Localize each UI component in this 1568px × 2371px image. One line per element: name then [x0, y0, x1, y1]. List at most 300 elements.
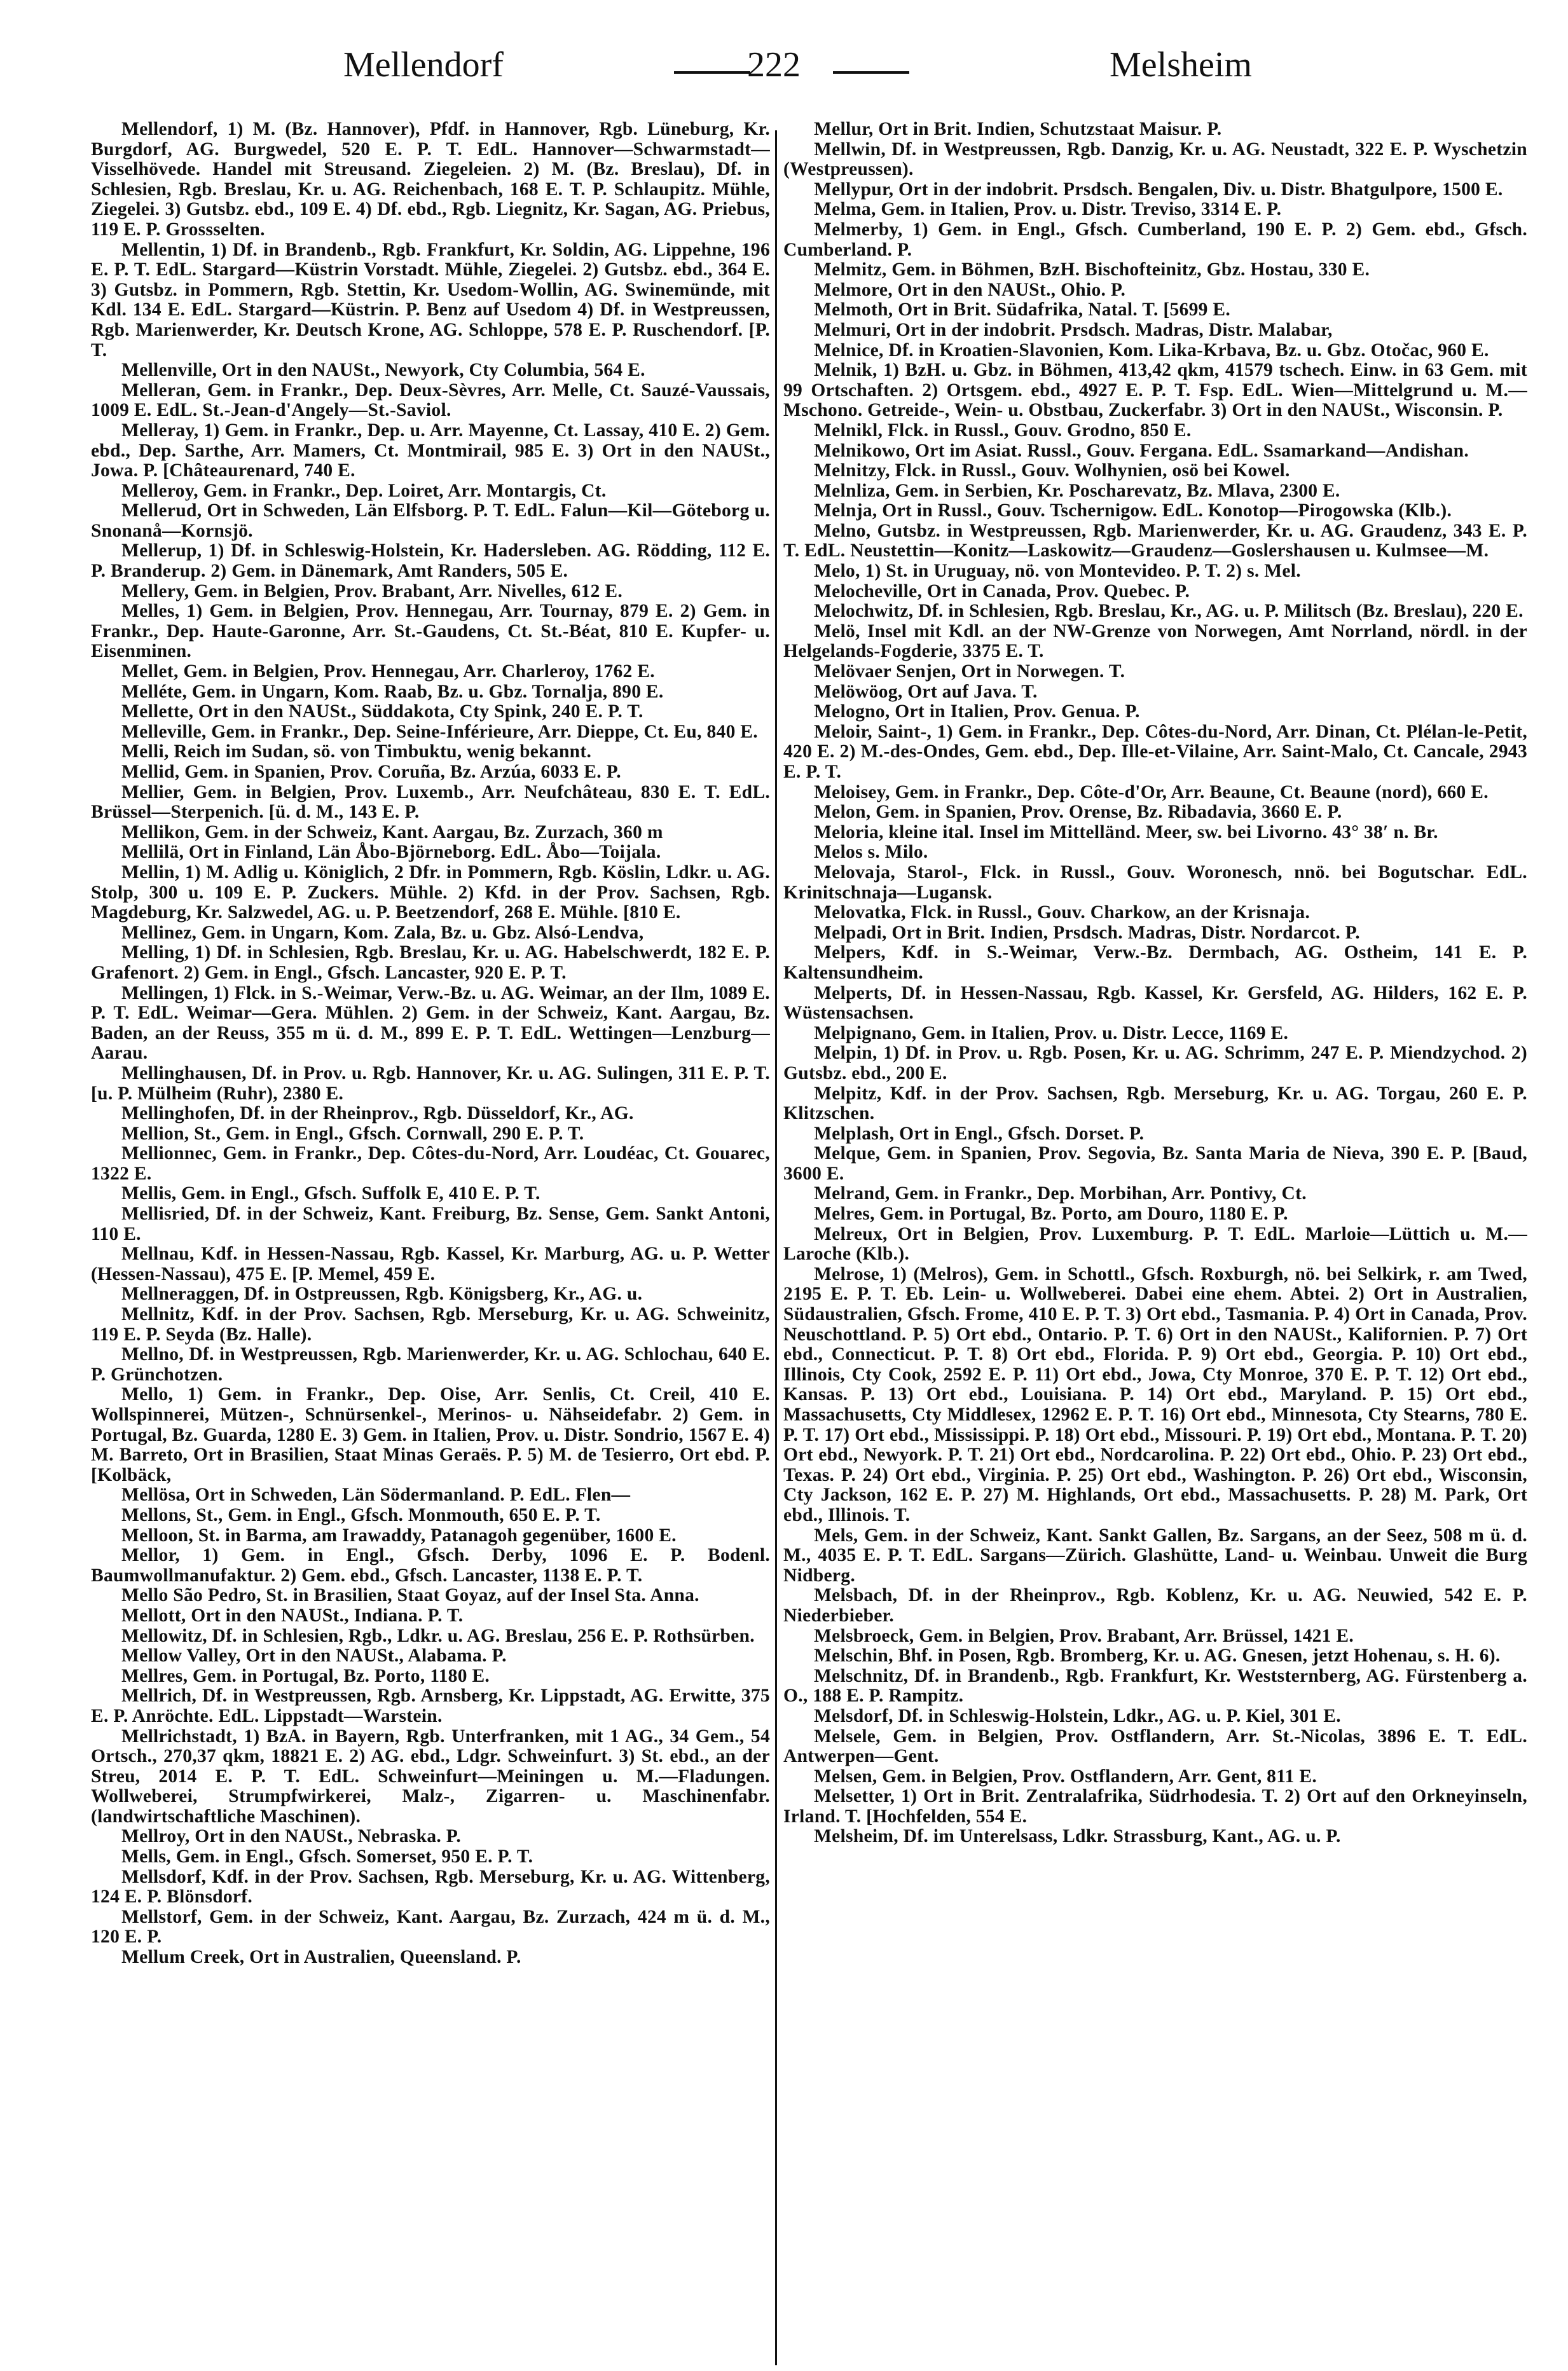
- gazetteer-entry: [91, 582, 770, 602]
- entry-text: Gem. in Belgien, Prov. Hennegau, Arr. Charleroy, 1762 E.: [178, 661, 655, 682]
- gazetteer-entry: [91, 762, 770, 783]
- entry-headword: Melmerby,: [814, 219, 903, 240]
- entry-headword: Mells,: [121, 1846, 171, 1867]
- gazetteer-entry: [91, 702, 770, 722]
- entry-text: Df. in Schlesien, Rgb., Ldkr. u. AG. Breslau, 256 E. P. Rothsürben.: [207, 1625, 755, 1646]
- gazetteer-entry: [91, 662, 770, 682]
- gazetteer-entry: [783, 461, 1527, 481]
- entry-text: 1) Gem. in Frankr., Dep. Oise, Arr. Senlis, Ct. Creil, 410 E. Wollspinnerei, Mützen-, Schnürsenkel-, Merinos- u. Nähseidefabr. 2) Gem. in Portugal, Bz. Guarda, 1280 E. 3) Gem. in Italien, Prov. u. Distr. Sondrio, 1567 E. 4) M. Barreto, Ort in Brasilien, Staat Minas Geraës. P. 5) M. de Tesierro, Ort ebd. P. [Kolbäck,: [91, 1384, 770, 1485]
- entry-text: Ort in Finland, Län Åbo-Björneborg. EdL. Åbo—Toijala.: [184, 842, 661, 863]
- entry-headword: Melnik,: [814, 360, 877, 381]
- entry-headword: Melnliza,: [814, 480, 890, 501]
- entry-headword: Mellingen,: [121, 982, 209, 1003]
- entry-text: Df. in Prov. u. Rgb. Hannover, Kr. u. AG. Sulingen, 311 E. P. T. [u. P. Mülheim (Ruhr), 2380 E.: [91, 1062, 770, 1104]
- entry-text: Ort in Norwegen. T.: [956, 661, 1125, 682]
- entry-text: Ort in Engl., Gfsch. Dorset. P.: [894, 1123, 1145, 1144]
- entry-text: Ort auf Java. T.: [902, 681, 1038, 702]
- entry-text: Ort in den NAUSt., Newyork, Cty Columbia, 564 E.: [217, 360, 645, 381]
- gazetteer-entry: [783, 260, 1527, 280]
- entry-text: 1) Gem. in Belgien, Prov. Hennegau, Arr. Tournay, 879 E. 2) Gem. in Frankr., Dep. Haute-Garonne, Arr. St.-Gaudens, Ct. St.-Béat, 810 E. Kupfer- u. Eisenminen.: [91, 601, 770, 662]
- page-number: 222: [747, 45, 801, 85]
- entry-headword: Melres,: [814, 1204, 875, 1225]
- gazetteer-entry: [91, 1907, 770, 1948]
- entry-text: Df. in Hessen-Nassau, Rgb. Kassel, Kr. Gersfeld, AG. Hilders, 162 E. P. Wüstensachsen.: [783, 982, 1527, 1024]
- entry-headword: Melleroy,: [121, 480, 198, 501]
- entry-text: Gem. in der Schweiz, Kant. Aargau, Bz. Zurzach, 360 m: [200, 821, 663, 842]
- entry-headword: Melque,: [814, 1143, 881, 1164]
- entry-text: 1) Flck. in S.-Weimar, Verw.-Bz. u. AG. Weimar, an der Ilm, 1089 E. P. T. EdL. Weimar—Gera. Mühlen. 2) Gem. in der Schweiz, Kant. Aargau, Bz. Baden, an der Reuss, 355 m ü. d. M., 899 E. P. T. EdL. Wettingen—Lenzburg—Aarau.: [91, 982, 770, 1064]
- entry-text: Flck. in Russl., Gouv. Charkow, an der Krisnaja.: [905, 902, 1310, 923]
- gazetteer-entry: [783, 903, 1527, 923]
- gazetteer-entry: [783, 1626, 1527, 1647]
- entry-headword: Mellisried,: [121, 1204, 210, 1225]
- gazetteer-entry: [91, 1485, 770, 1506]
- gazetteer-entry: [91, 120, 770, 240]
- entry-text: Ort in Belgien, Prov. Luxemburg. P. T. EdL. Marloie—Lüttich u. M.—Laroche (Klb.).: [783, 1223, 1527, 1265]
- entry-text: Kdf. in S.-Weimar, Verw.-Bz. Dermbach, AG. Ostheim, 141 E. P. Kaltensundheim.: [783, 942, 1527, 983]
- entry-headword: Mels,: [814, 1525, 858, 1546]
- entry-headword: Meloria,: [814, 821, 884, 842]
- gazetteer-entry: [91, 1546, 770, 1586]
- gazetteer-entry: [783, 1526, 1527, 1586]
- gazetteer-entry: [783, 802, 1527, 823]
- gazetteer-entry: [91, 1847, 770, 1867]
- gazetteer-entry: [783, 341, 1527, 361]
- entry-headword: Melno,: [814, 520, 871, 541]
- entry-headword: Mellis,: [121, 1183, 177, 1204]
- entry-headword: Melsbroeck,: [814, 1625, 914, 1646]
- entry-headword: Melmore,: [814, 279, 893, 300]
- entry-headword: Melrose,: [814, 1263, 884, 1284]
- entry-headword: Melö,: [814, 621, 860, 642]
- entry-text: 1) St. in Uruguay, nö. von Montevideo. P. T. 2) s. Mel.: [860, 561, 1301, 582]
- gazetteer-entry: [783, 300, 1527, 320]
- entry-text: Df. im Unterelsass, Ldkr. Strassburg, Kant., AG. u. P.: [898, 1826, 1341, 1847]
- entry-text: Kdf. in der Prov. Sachsen, Rgb. Merseburg, Kr. u. AG. Schweinitz, 119 E. P. Seyda (Bz. Halle).: [91, 1304, 770, 1345]
- gazetteer-entry: [783, 561, 1527, 582]
- entry-text: Ort im Asiat. Russl., Gouv. Fergana. EdL. Ssamarkand—Andishan.: [910, 440, 1469, 461]
- entry-text: Df. in Kroatien-Slavonien, Kom. Lika-Krbava, Bz. u. Gbz. Otočac, 960 E.: [883, 340, 1489, 361]
- entry-text: Gem. in Frankr., Dep. Côte-d'Or, Arr. Beaune, Ct. Beaune (nord), 660 E.: [890, 781, 1489, 802]
- entry-headword: Mellres,: [121, 1665, 188, 1686]
- entry-headword: Mellott,: [121, 1605, 186, 1626]
- entry-headword: Mellionnec,: [121, 1143, 217, 1164]
- entry-text: Gem. in Frankr., Dep. Morbihan, Arr. Pontivy, Ct.: [890, 1183, 1307, 1204]
- entry-text: Ort in den NAUSt., Indiana. P. T.: [186, 1605, 464, 1626]
- gazetteer-entry: [783, 1024, 1527, 1044]
- entry-headword: Melpers,: [814, 942, 886, 963]
- entry-text: Gutsbz. in Westpreussen, Rgb. Marienwerder, Kr. u. AG. Graudenz, 343 E. P. T. EdL. Neustettin—Konitz—Laskowitz—Graudenz—Goslershausen u. Kulmsee—M.: [783, 520, 1527, 561]
- gazetteer-entry: [91, 1305, 770, 1345]
- entry-text: Ort in den NAUSt., Süddakota, Cty Spink, 240 E. P. T.: [193, 701, 643, 722]
- entry-headword: Mello São Pedro,: [121, 1585, 261, 1606]
- gazetteer-entry: [91, 783, 770, 823]
- entry-text: Ort in Schweden, Län Elfsborg. P. T. EdL. Falun—Kil—Göteborg u. Snonanå—Kornsjö.: [91, 500, 770, 541]
- entry-headword: Mellnau,: [121, 1244, 195, 1265]
- entry-headword: Melli,: [121, 741, 169, 762]
- entry-text: Gem. in Engl., Gfsch. Cornwall, 290 E. P. T.: [221, 1123, 584, 1144]
- entry-headword: Mellnitz,: [121, 1304, 195, 1325]
- entry-text: 1) Gem. in Engl., Gfsch. Cumberland, 190 E. P. 2) Gem. ebd., Gfsch. Cumberland. P.: [783, 219, 1527, 260]
- gazetteer-entry: [91, 1284, 770, 1305]
- gazetteer-entry: [783, 842, 1527, 863]
- header-dash-left: [674, 71, 750, 74]
- entry-text: 1) Df. in Schleswig-Holstein, Kr. Hadersleben. AG. Rödding, 112 E. P. Branderup. 2) Gem. in Dänemark, Amt Randers, 505 E.: [91, 540, 770, 582]
- entry-text: 1) M. (Bz. Hannover), Pfdf. in Hannover, Rgb. Lüneburg, Kr. Burgdorf, AG. Burgwedel, 520 E. P. T. EdL. Hannover—Schwarmstadt—Visselhövede. Handel mit Streusand. Ziegeleien. 2) M. (Bz. Breslau), Df. in Schlesien, Rgb. Breslau, Kr. u. AG. Reichenbach, 168 E. T. P. Schlaupitz. Mühle, Ziegelei. 3) Gutsbz. ebd., 109 E. 4) Df. ebd., Rgb. Liegnitz, Kr. Sagan, AG. Priebus, 119 E. P. Grossselten.: [91, 120, 770, 240]
- entry-text: Ort in Australien, Queensland. P.: [244, 1947, 521, 1968]
- entry-headword: Mellur,: [814, 120, 874, 139]
- gazetteer-entry: [783, 1787, 1527, 1827]
- entry-text: Ort in Canada, Prov. Quebec. P.: [922, 581, 1190, 601]
- gazetteer-entry: [91, 742, 770, 762]
- entry-text: Gem. in der Schweiz, Kant. Aargau, Bz. Zurzach, 424 m ü. d. M., 120 E. P.: [91, 1906, 770, 1948]
- entry-headword: Mellid,: [121, 762, 180, 782]
- entry-text: Ort in der indobrit. Prsdsch. Bengalen, Div. u. Distr. Bhatgulpore, 1500 E.: [893, 179, 1503, 200]
- gazetteer-entry: [783, 622, 1527, 662]
- entry-headword: Melon,: [814, 802, 871, 823]
- entry-text: Gem. in Ungarn, Kom. Zala, Bz. u. Gbz. Alsó-Lendva,: [196, 922, 644, 943]
- entry-text: Gem. in Belgien, Prov. Ostflandern, Arr. Gent, 811 E.: [877, 1766, 1317, 1787]
- header-dash-right: [833, 71, 909, 74]
- gazetteer-entry: [91, 1626, 770, 1647]
- gazetteer-entry: [783, 722, 1527, 783]
- entry-text: Bhf. in Posen, Rgb. Bromberg, Kr. u. AG. Gnesen, jetzt Hohenau, s. H. 6).: [893, 1646, 1501, 1667]
- gazetteer-entry: [783, 601, 1527, 622]
- gazetteer-entry: [91, 381, 770, 421]
- gazetteer-entry: [91, 240, 770, 361]
- entry-headword: Melos: [814, 842, 863, 863]
- entry-text: 1) Df. in Brandenb., Rgb. Frankfurt, Kr. Soldin, AG. Lippehne, 196 E. P. T. EdL. Stargard—Küstrin Vorstadt. Mühle, Ziegelei. 2) Gutsbz. ebd., 364 E. 3) Gutsbz. in Pommern, Rgb. Stettin, Kr. Usedom-Wollin, AG. Swinemünde, mit Kdl. 134 E. EdL. Stargard—Küstrin. P. Benz auf Usedom 4) Df. in Westpreussen, Rgb. Marienwerder, Kr. Deutsch Krone, AG. Schloppe, 578 E. P. Ruschendorf. [P. T.: [91, 239, 770, 361]
- entry-text: kleine ital. Insel im Mittelländ. Meer, sw. bei Livorno. 43° 38′ n. Br.: [883, 821, 1438, 842]
- entry-headword: Melplash,: [814, 1123, 895, 1144]
- entry-text: 1) M. Adlig u. Königlich, 2 Dfr. in Pommern, Rgb. Köslin, Ldkr. u. AG. Stolp, 300 u. 109 E. P. Zuckers. Mühle. 2) Kfd. in der Prov. Sachsen, Rgb. Magdeburg, Kr. Salzwedel, AG. u. P. Beetzendorf, 268 E. Mühle. [810 E.: [91, 862, 770, 923]
- entry-headword: Melnice,: [814, 340, 884, 361]
- entry-headword: Mellet,: [121, 661, 179, 682]
- entry-text: 1) Gem. in Frankr., Dep. u. Arr. Mayenne, Ct. Lassay, 410 E. 2) Gem. ebd., Dep. Sarthe, Arr. Mamers, Ct. Montmirail, 985 E. 3) Ort in den NAUSt., Jowa. P. [Châteaurenard, 740 E.: [91, 420, 770, 481]
- entry-headword: Melnikl,: [814, 420, 883, 441]
- entry-text: 1) BzA. in Bayern, Rgb. Unterfranken, mit 1 AG., 34 Gem., 54 Ortsch., 270,37 qkm, 18821 E. 2) AG. ebd., Ldgr. Schweinfurt. 3) St. ebd., an der Streu, 2014 E. P. T. EdL. Schweinfurt—Meiningen u. M.—Fladungen. Wollweberei, Strumpfwirkerei, Malz-, Zigarren- u. Maschinenfabr. (landwirtschaftliche Maschinen).: [91, 1726, 770, 1827]
- entry-text: St. in Brasilien, Staat Goyaz, auf der Insel Sta. Anna.: [261, 1585, 699, 1606]
- entry-text: s. Milo.: [862, 842, 928, 863]
- entry-text: Ort in Russl., Gouv. Tschernigow. EdL. Konotop—Pirogowska (Klb.).: [877, 500, 1452, 521]
- entry-headword: Melloon,: [121, 1525, 194, 1546]
- gazetteer-entry: [783, 1043, 1527, 1083]
- entry-text: Gem. in Engl., Gfsch. Monmouth, 650 E. P. T.: [223, 1504, 601, 1525]
- entry-text: Df. in Westpreussen, Rgb. Arnsberg, Kr. Lippstadt, AG. Erwitte, 375 E. P. Anröchte. EdL. Lippstadt—Warstein.: [91, 1686, 770, 1726]
- entry-headword: Melmoth,: [814, 299, 893, 320]
- entry-text: Ort in den NAUSt., Alabama. P.: [240, 1646, 507, 1667]
- gazetteer-entry: [91, 1586, 770, 1606]
- entry-headword: Melnitzy,: [814, 460, 890, 481]
- entry-headword: Melpin,: [814, 1043, 877, 1064]
- entry-headword: Mellypur,: [814, 179, 894, 200]
- gazetteer-entry: [783, 662, 1527, 682]
- entry-text: Gem. in Frankr., Dep. Côtes-du-Nord, Arr. Loudéac, Ct. Gouarec, 1322 E.: [91, 1143, 770, 1184]
- gazetteer-entry: [91, 823, 770, 843]
- entry-headword: Mellwin,: [814, 139, 886, 160]
- gazetteer-entry: [783, 361, 1527, 421]
- gazetteer-entry: [91, 863, 770, 923]
- left-column: [91, 120, 770, 2364]
- gazetteer-entry: [783, 783, 1527, 803]
- gazetteer-entry: [783, 984, 1527, 1024]
- entry-text: Flck. in Russl., Gouv. Wolhynien, osö bei Kowel.: [890, 460, 1290, 481]
- gazetteer-entry: [783, 863, 1527, 903]
- entry-headword: Mellinghofen,: [121, 1103, 235, 1124]
- entry-headword: Melpignano,: [814, 1022, 917, 1043]
- entry-text: Gem. in Italien, Prov. u. Distr. Lecce, 1169 E.: [916, 1022, 1289, 1043]
- gazetteer-entry: [91, 1244, 770, 1284]
- entry-text: 1) Ort in Brit. Zentralafrika, Südrhodesia. T. 2) Ort auf den Orkneyinseln, Irland. T. [Hochfelden, 554 E.: [783, 1786, 1527, 1827]
- entry-headword: Melma,: [814, 199, 876, 220]
- entry-text: Insel mit Kdl. an der NW-Grenze von Norwegen, Amt Norrland, nördl. in der Helgelands-Fogderie, 3375 E. T.: [783, 621, 1527, 662]
- gazetteer-entry: [91, 1064, 770, 1104]
- gazetteer-entry: [783, 1184, 1527, 1204]
- entry-text: 1) Df. in Prov. u. Rgb. Posen, Kr. u. AG. Schrimm, 247 E. P. Miendzychod. 2) Gutsbz. ebd., 200 E.: [783, 1043, 1527, 1083]
- entry-text: Df. in Schleswig-Holstein, Ldkr., AG. u. P. Kiel, 301 E.: [893, 1705, 1341, 1726]
- entry-text: 1) BzH. u. Gbz. in Böhmen, 413,42 qkm, 41579 tschech. Einw. in 63 Gem. mit 99 Ortschaften. 2) Ortsgem. ebd., 4927 E. P. T. Fsp. EdL. Wien—Mittelgrund u. M.—Mschono. Getreide-, Wein- u. Obstbau, Zuckerfabr. 3) Ort in den NAUSt., Wisconsin. P.: [783, 360, 1527, 421]
- entry-headword: Melnja,: [814, 500, 877, 521]
- entry-text: Flck. in Russl., Gouv. Woronesch, nnö. bei Bogutschar. EdL. Krinitschnaja—Lugansk.: [783, 862, 1527, 903]
- entry-headword: Melrand,: [814, 1183, 890, 1204]
- entry-text: Gem. in Serbien, Kr. Poscharevatz, Bz. Mlava, 2300 E.: [890, 480, 1340, 501]
- entry-headword: Mellendorf,: [121, 120, 218, 139]
- entry-headword: Melpadi,: [814, 922, 887, 943]
- entry-headword: Mellenville,: [121, 360, 217, 381]
- gazetteer-entry: [91, 1686, 770, 1726]
- entry-text: Ort in Italien, Prov. Genua. P.: [890, 701, 1140, 722]
- gazetteer-entry: [91, 943, 770, 983]
- gazetteer-entry: [783, 1667, 1527, 1707]
- entry-text: Gem. in Engl., Gfsch. Suffolk E, 410 E. P. T.: [176, 1183, 540, 1204]
- entry-text: 1) (Melros), Gem. in Schottl., Gfsch. Roxburgh, nö. bei Selkirk, r. am Twed, 2195 E. P. T. Eb. Lein- u. Wollweberei. Dabei eine ehem. Abtei. 2) Ort in Australien, Südaustralien, Gfsch. Frome, 410 E. P. T. 3) Ort ebd., Tasmania. P. 4) Ort in Canada, Prov. Neuschottland. P. 5) Ort ebd., Ontario. P. T. 6) Ort in den NAUSt., Kalifornien. P. 7) Ort ebd., Connecticut. P. T. 8) Ort ebd., Florida. P. 9) Ort ebd., Georgia. P. 10) Ort ebd., Illinois, Cty Cook, 2592 E. P. 11) Ort ebd., Jowa, Cty Monroe, 370 E. P. T. 12) Ort ebd., Kansas. P. 13) Ort ebd., Louisiana. P. 14) Ort ebd., Maryland. P. 15) Ort ebd., Massachusetts, Cty Middlesex, 12962 E. P. T. 16) Ort ebd., Minnesota, Cty Stearns, 780 E. P. T. 17) Ort ebd., Mississippi. P. 18) Ort ebd., Missouri. P. 19) Ort ebd., Montana. P. T. 20) Ort ebd., Newyork. P. T. 21) Ort ebd., Nordcarolina. P. 22) Ort ebd., Ohio. P. 23) Ort ebd., Texas. P. 24) Ort ebd., Virginia. P. 25) Ort ebd., Washington. P. 26) Ort ebd., Wisconsin, Cty Jackson, 162 E. P. 27) M. Highlands, Ort ebd., Massachusetts. P. 28) M. Park, Ort ebd., Illinois. T.: [783, 1263, 1527, 1525]
- entry-headword: Mellin,: [121, 862, 180, 883]
- gazetteer-entry: [783, 1707, 1527, 1727]
- gazetteer-entry: [783, 582, 1527, 602]
- entry-headword: Melling,: [121, 942, 189, 963]
- entry-headword: Mellentin,: [121, 239, 205, 260]
- entry-headword: Mellum Creek,: [121, 1947, 245, 1968]
- gazetteer-entry: [783, 421, 1527, 441]
- gazetteer-entry: [91, 421, 770, 481]
- gazetteer-entry: [783, 441, 1527, 462]
- gazetteer-entry: [91, 1204, 770, 1244]
- gazetteer-entry: [91, 481, 770, 502]
- entry-text: 1) Gem. in Engl., Gfsch. Derby, 1096 E. P. Bodenl. Baumwollmanufaktur. 2) Gem. ebd., Gfsch. Lancaster, 1138 E. P. T.: [91, 1545, 770, 1586]
- entry-headword: Melleray,: [121, 420, 199, 441]
- gazetteer-entry: [783, 120, 1527, 140]
- entry-headword: Mellinez,: [121, 922, 197, 943]
- entry-headword: Mellow Valley,: [121, 1646, 241, 1667]
- entry-headword: Mellroy,: [121, 1826, 190, 1847]
- gazetteer-entry: [783, 943, 1527, 983]
- entry-headword: Melperts,: [814, 982, 893, 1003]
- gazetteer-entry: [783, 180, 1527, 200]
- header-first-entry: Mellendorf: [343, 45, 504, 85]
- gazetteer-entry: [91, 923, 770, 944]
- entry-headword: Mellery,: [121, 581, 189, 601]
- entry-headword: Melleville,: [121, 721, 207, 742]
- entry-text: Df. in der Rheinprov., Rgb. Düsseldorf, Kr., AG.: [235, 1103, 634, 1124]
- gazetteer-entry: [91, 1506, 770, 1526]
- entry-text: Ort in Schweden, Län Södermanland. P. EdL. Flen—: [190, 1485, 631, 1506]
- gazetteer-entry: [783, 682, 1527, 703]
- entry-headword: Melochwitz,: [814, 601, 914, 622]
- entry-headword: Melsetter,: [814, 1786, 895, 1807]
- entry-headword: Mellerud,: [121, 500, 202, 521]
- entry-text: Gem. in Portugal, Bz. Porto, am Douro, 1180 E. P.: [874, 1204, 1288, 1225]
- entry-text: Df. in Schlesien, Rgb. Breslau, Kr., AG. u. P. Militsch (Bz. Breslau), 220 E.: [913, 601, 1523, 622]
- gazetteer-entry: [783, 702, 1527, 722]
- entry-headword: Melsheim,: [814, 1826, 898, 1847]
- entry-headword: Melsbach,: [814, 1585, 898, 1606]
- gazetteer-entry: [91, 1948, 770, 1968]
- gazetteer-entry: [783, 1084, 1527, 1124]
- entry-headword: Melsele,: [814, 1726, 881, 1747]
- gazetteer-entry: [783, 481, 1527, 502]
- right-column: [783, 120, 1527, 2364]
- entry-headword: Mellette,: [121, 701, 194, 722]
- gazetteer-entry: [783, 1225, 1527, 1265]
- entry-headword: Melschnitz,: [814, 1665, 909, 1686]
- gazetteer-entry: [783, 823, 1527, 843]
- gazetteer-entry: [91, 1727, 770, 1827]
- gazetteer-entry: [783, 1727, 1527, 1767]
- entry-headword: Mellstorf,: [121, 1906, 202, 1927]
- entry-text: Df. in der Rheinprov., Rgb. Koblenz, Kr. u. AG. Neuwied, 542 E. P. Niederbieber.: [783, 1585, 1527, 1626]
- entry-headword: Melmitz,: [814, 259, 887, 280]
- gazetteer-entry: [783, 1144, 1527, 1184]
- entry-headword: Melmuri,: [814, 319, 891, 340]
- column-divider: [775, 130, 777, 2365]
- entry-headword: Mellrichstadt,: [121, 1726, 237, 1747]
- entry-headword: Mellier,: [121, 781, 184, 802]
- gazetteer-entry: [91, 1144, 770, 1184]
- entry-text: Gem. in Ungarn, Kom. Raab, Bz. u. Gbz. Tornalja, 890 E.: [187, 681, 664, 702]
- gazetteer-entry: [91, 842, 770, 863]
- entry-headword: Mellösa,: [121, 1485, 191, 1506]
- gazetteer-entry: [783, 501, 1527, 521]
- entry-text: Df. in der Schweiz, Kant. Freiburg, Bz. Sense, Gem. Sankt Antoni, 110 E.: [91, 1204, 770, 1244]
- entry-headword: Mellerup,: [121, 540, 202, 561]
- entry-headword: Melocheville,: [814, 581, 923, 601]
- gazetteer-entry: [91, 1606, 770, 1626]
- entry-text: Gem. in Spanien, Prov. Orense, Bz. Ribadavia, 3660 E. P.: [870, 802, 1342, 823]
- entry-text: 1) Df. in Schlesien, Rgb. Breslau, Kr. u. AG. Habelschwerdt, 182 E. P. Grafenort. 2) Gem. in Engl., Gfsch. Lancaster, 920 E. P. T.: [91, 942, 770, 983]
- entry-headword: Mellilä,: [121, 842, 184, 863]
- entry-text: Gem. in Engl., Gfsch. Somerset, 950 E. P. T.: [170, 1846, 533, 1867]
- entry-headword: Mellion, St.,: [121, 1123, 221, 1144]
- entry-headword: Mellowitz,: [121, 1625, 207, 1646]
- gazetteer-entry: [783, 1124, 1527, 1144]
- entry-headword: Melléte,: [121, 681, 188, 702]
- gazetteer-entry: [91, 601, 770, 662]
- entry-text: Ort in den NAUSt., Ohio. P.: [892, 279, 1126, 300]
- gazetteer-entry: [783, 220, 1527, 260]
- entry-text: Kdf. in der Prov. Sachsen, Rgb. Merseburg, Kr. u. AG. Torgau, 260 E. P. Klitzschen.: [783, 1083, 1527, 1124]
- gazetteer-entry: [91, 1646, 770, 1667]
- gazetteer-entry: [783, 1265, 1527, 1526]
- entry-text: Kdf. in der Prov. Sachsen, Rgb. Merseburg, Kr. u. AG. Wittenberg, 124 E. P. Blönsdorf.: [91, 1866, 770, 1907]
- gazetteer-entry: [91, 501, 770, 541]
- entry-text: Ort in Brit. Indien, Prsdsch. Madras, Distr. Nordarcot. P.: [886, 922, 1360, 943]
- header-last-entry: Melsheim: [1110, 45, 1252, 85]
- entry-text: Df. in Brandenb., Rgb. Frankfurt, Kr. Weststernberg, AG. Fürstenberg a. O., 188 E. P. Rampitz.: [783, 1665, 1527, 1707]
- entry-text: St. in Barma, am Irawaddy, Patanagoh gegenüber, 1600 E.: [193, 1525, 677, 1546]
- entry-headword: Melöwöog,: [814, 681, 903, 702]
- entry-text: Ort in Brit. Indien, Schutzstaat Maisur. P.: [873, 120, 1222, 139]
- entry-headword: Melsen,: [814, 1766, 877, 1787]
- entry-text: Gem. in Portugal, Bz. Porto, 1180 E.: [188, 1665, 490, 1686]
- entry-headword: Melogno,: [814, 701, 890, 722]
- page-header: [0, 45, 1568, 95]
- entry-headword: Mellsdorf,: [121, 1866, 207, 1887]
- entry-text: Ort in den NAUSt., Nebraska. P.: [189, 1826, 462, 1847]
- gazetteer-entry: [91, 1124, 770, 1144]
- gazetteer-entry: [783, 1204, 1527, 1225]
- entry-text: Reich im Sudan, sö. von Timbuktu, wenig bekannt.: [168, 741, 592, 762]
- gazetteer-entry: [783, 1767, 1527, 1787]
- gazetteer-entry: [91, 541, 770, 581]
- entry-headword: Melövaer Senjen,: [814, 661, 956, 682]
- entry-text: Gem. in Belgien, Prov. Brabant, Arr. Nivelles, 612 E.: [189, 581, 622, 601]
- gazetteer-entry: [783, 200, 1527, 220]
- entry-text: Df. in Ostpreussen, Rgb. Königsberg, Kr., AG. u.: [238, 1284, 643, 1305]
- entry-headword: Melschin,: [814, 1646, 893, 1667]
- entry-text: Df. in Westpreussen, Rgb. Danzig, Kr. u. AG. Neustadt, 322 E. P. Wyschetzin (Westpreussen).: [783, 139, 1527, 180]
- entry-headword: Melpitz,: [814, 1083, 882, 1104]
- entry-text: Ort in der indobrit. Prsdsch. Madras, Distr. Malabar,: [891, 319, 1333, 340]
- entry-text: Kdf. in Hessen-Nassau, Rgb. Kassel, Kr. Marburg, AG. u. P. Wetter (Hessen-Nassau), 475 E. [P. Memel, 459 E.: [91, 1244, 770, 1284]
- gazetteer-entry: [783, 140, 1527, 180]
- entry-headword: Mellikon,: [121, 821, 200, 842]
- entry-text: Df. in Westpreussen, Rgb. Marienwerder, Kr. u. AG. Schlochau, 640 E. P. Grünchotzen.: [91, 1344, 770, 1385]
- entry-headword: Melovatka,: [814, 902, 906, 923]
- entry-headword: Melles,: [121, 601, 180, 622]
- gazetteer-entry: [91, 1104, 770, 1124]
- gazetteer-entry: [783, 1827, 1527, 1847]
- entry-text: Gem. in Frankr., Dep. Loiret, Arr. Montargis, Ct.: [198, 480, 607, 501]
- entry-text: Gem. in der Schweiz, Kant. Sankt Gallen, Bz. Sargans, an der Seez, 508 m ü. d. M., 4035 E. P. T. EdL. Sargans—Zürich. Glashütte, Land- u. Weinbau. Unweit die Burg Nidberg.: [783, 1525, 1527, 1586]
- gazetteer-entry: [783, 521, 1527, 561]
- entry-headword: Melnikowo,: [814, 440, 911, 461]
- entry-text: Gem. in Frankr., Dep. Seine-Inférieure, Arr. Dieppe, Ct. Eu, 840 E.: [206, 721, 758, 742]
- entry-headword: Mello,: [121, 1384, 174, 1405]
- entry-headword: Melo,: [814, 561, 860, 582]
- gazetteer-entry: [91, 1667, 770, 1687]
- gazetteer-entry: [783, 1586, 1527, 1626]
- gazetteer-entry: [91, 1827, 770, 1847]
- entry-text: Gem. in Böhmen, BzH. Bischofteinitz, Gbz. Hostau, 330 E.: [886, 259, 1370, 280]
- entry-headword: Mellno,: [121, 1344, 184, 1365]
- gazetteer-entry: [91, 1526, 770, 1546]
- gazetteer-entry: [91, 1345, 770, 1385]
- gazetteer-entry: [783, 320, 1527, 341]
- gazetteer-entry: [91, 722, 770, 743]
- entry-headword: Mellrich,: [121, 1686, 197, 1707]
- entry-headword: Melovaja, Starol-,: [814, 862, 968, 883]
- entry-text: Ort in Brit. Südafrika, Natal. T. [5699 E.: [893, 299, 1231, 320]
- entry-headword: Meloir, Saint-,: [814, 721, 932, 742]
- entry-text: Gem. in Spanien, Prov. Coruña, Bz. Arzúa, 6033 E. P.: [179, 762, 621, 782]
- gazetteer-entry: [91, 361, 770, 381]
- gazetteer-entry: [783, 923, 1527, 944]
- entry-text: 1) Gem. in Frankr., Dep. Côtes-du-Nord, Arr. Dinan, Ct. Plélan-le-Petit, 420 E. 2) M.-des-Ondes, Gem. ebd., Dep. Ille-et-Vilaine, Arr. Saint-Malo, Ct. Cancale, 2943 E. P. T.: [783, 721, 1527, 782]
- entry-headword: Melleran,: [121, 380, 201, 401]
- entry-text: Gem. in Belgien, Prov. Brabant, Arr. Brüssel, 1421 E.: [914, 1625, 1354, 1646]
- entry-text: Gem. in Italien, Prov. u. Distr. Treviso, 3314 E. P.: [876, 199, 1282, 220]
- gazetteer-entry: [783, 1646, 1527, 1667]
